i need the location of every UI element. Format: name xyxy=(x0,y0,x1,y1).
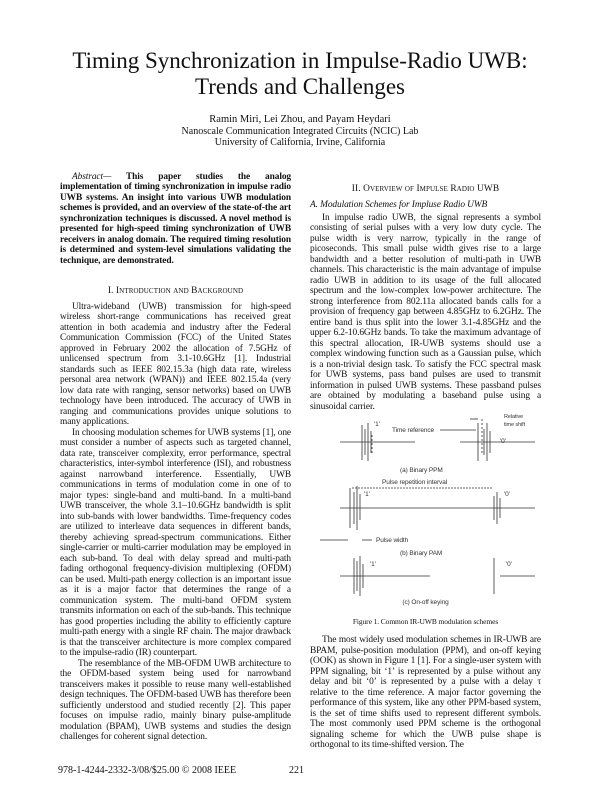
author-block xyxy=(0,114,600,149)
page-number: 221 xyxy=(289,764,304,776)
label-zero: '0' xyxy=(504,491,510,498)
paragraph: The resemblance of the MB-OFDM UWB architecture to the OFDM-based system being used for narrowband transceivers makes it possible to reuse many well-established design techniques. The OFDM-based UWB has therefore been sufficiently understood and studied recently [2]. This paper focuses on impulse radio, mainly binary pulse-amplitude modulation (BPAM), UWB systems and studies the design challenges for coherent signal detection. xyxy=(60,658,291,742)
subfigure-c-label: (c) On-off keying xyxy=(402,599,449,606)
label-one: '1' xyxy=(374,421,380,428)
subfigure-a-label: (a) Binary PPM xyxy=(400,467,443,474)
paragraph: The most widely used modulation schemes in IR-UWB are BPAM, pulse-position modulation (PPM), and on-off keying (OOK) as shown in Figure 1 [1]. For a single-user system with PPM signaling, bit ‘1’ is represented by a pulse without any delay and bit ‘0’ is represented by a pulse with a delay τ relative to the time reference. A major factor governing the performance of this system, like any other PPM-based system, is the set of time shifts used to represent different symbols. The most commonly used PPM scheme is the orthogonal signaling scheme for which the UWB pulse shape is orthogonal to its time-shifted version. The xyxy=(310,635,541,750)
paragraph: Ultra-wideband (UWB) transmission for high-speed wireless short-range communications has received great attention in both academia and industry after the Federal Communication Commission (FCC) of the United States approved in February 2002 the allocation of 7.5GHz of unlicensed spectrum from 3.1-10.6GHz [1]. Industrial standards such as IEEE 802.15.3a (high data rate, wireless personal area network (WPAN)) and IEEE 802.15.4a (very low data rate with ranging, sensor networks) based on UWB technology have been introduced. The accuracy of UWB in ranging and communications provides unique solutions to many applications. xyxy=(60,301,291,427)
figure-1-diagram xyxy=(310,412,541,596)
section-2-heading: II. Overview of Impulse Radio UWB xyxy=(351,183,500,194)
time-reference-label: Time reference xyxy=(392,427,435,434)
title-line: Timing Synchronization in Impulse-Radio UWB: xyxy=(72,48,528,73)
figure-caption: Figure 1. Common IR-UWB modulation schemes xyxy=(352,616,499,626)
label-one: '1' xyxy=(364,491,370,498)
paragraph: In choosing modulation schemes for UWB systems [1], one must consider a number of aspects such as targeted channel, data rate, transceiver complexity, error performance, spectral characteristics, inter-symbol interference (ISI), and robustness against narrowband interference. Essentially, UWB communications in terms of modulation come in one of to major types: single-band and multi-band. In a multi-band UWB transceiver, the whole 3.1–10.6GHz bandwidth is split into sub-bands with lower bandwidths. Time-frequency codes are utilized to interleave data sequences in different bands, thereby achieving spread-spectrum communications. Either single-carrier or multi-carrier modulation may be employed in each sub-band. To deal with delay spread and multi-path fading orthogonal frequency-division multiplexing (OFDM) can be used. Multi-path energy collection is an important issue as it is a major factor that determines the range of a communication system. The multi-band OFDM system transmits information on each of the sub-bands. This technique has good properties including the ability to efficiently capture multi-path energy with a single RF chain. The major drawback is that the transceiver architecture is more complex compared to the impulse-radio (IR) counterpart. xyxy=(60,427,291,658)
affiliation: Nanoscale Communication Integrated Circuits (NCIC) Lab xyxy=(181,125,419,137)
left-column xyxy=(60,149,291,751)
relative-shift-label: time shift xyxy=(504,422,526,428)
label-one: '1' xyxy=(370,561,376,568)
university: University of California, Irvine, California xyxy=(214,137,386,148)
pulse-repetition-label: Pulse repetition interval xyxy=(382,479,448,486)
paper-title xyxy=(0,48,600,100)
page-footer xyxy=(0,765,600,785)
label-zero: '0' xyxy=(500,438,506,445)
paragraph: In impulse radio UWB, the signal represents a symbol consisting of serial pulses with a very low duty cycle. The pulse width is very narrow, typically in the range of picoseconds. This small pulse width gives rise to a large bandwidth and a better resolution of multi-path in UWB channels. This characteristic is the main advantage of impulse radio UWB in addition to its usage of the full allocated spectrum and the low-complex low-power architecture. The strong interference from 802.11a allocated bands calls for a provision of frequency gap between 4.85GHz to 6.2GHz. The entire band is thus split into the lower 3.1-4.85GHz and the upper 6.2-10.6GHz bands. To take the maximum advantage of this spectral allocation, IR-UWB systems should use a complex windowing function such as a Gaussian pulse, which is a non-trivial design task. To satisfy the FCC spectral mask for UWB systems, pass band pulses are used to transmit information in pulsed UWB systems. These passband pulses are obtained by modulating a baseband pulse using a sinusoidal carrier. xyxy=(310,212,541,412)
title-line: Trends and Challenges xyxy=(195,74,405,99)
relative-shift-label: Relative xyxy=(504,414,524,420)
abstract xyxy=(60,172,291,267)
footer-isbn: 978-1-4244-2332-3/08/$25.00 © 2008 IEEE xyxy=(58,764,237,776)
abstract-text: This paper studies the analog implementation of timing synchronization in impulse radio UWB systems. An insight into various UWB modulation schemes is provided, and an overview of the state-of-the art synchronization techniques is discussed. A novel method is presented for high-speed timing synchronization of UWB receivers in analog domain. The required timing resolution is determined and system-level simulations validating the technique, are demonstrated. xyxy=(60,171,291,266)
pulse-width-label: Pulse width xyxy=(376,537,409,544)
section-1-heading: I. Introduction and Background xyxy=(107,286,244,296)
subfigure-b-label: (b) Binary PAM xyxy=(400,550,443,557)
label-zero: '0' xyxy=(506,561,512,568)
authors: Ramin Miri, Lei Zhou, and Payam Heydari xyxy=(209,114,391,125)
subsection-a-heading: A. Modulation Schemes for Impluse Radio UWB xyxy=(310,200,488,210)
two-column-body xyxy=(0,149,600,751)
right-column xyxy=(310,149,541,751)
abstract-label: Abstract— xyxy=(72,171,112,182)
